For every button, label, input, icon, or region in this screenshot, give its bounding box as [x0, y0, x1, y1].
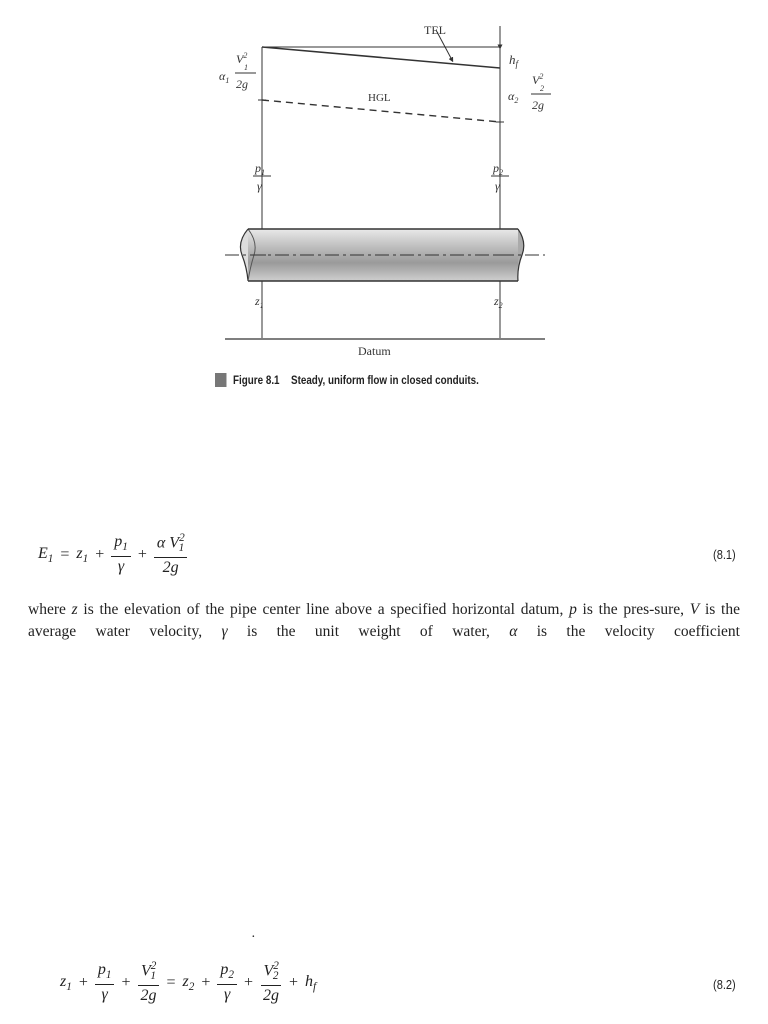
caption-marker	[215, 373, 226, 387]
svg-text:α1: $\alpha_1$	[219, 69, 230, 85]
velocity-head-1-label	[219, 51, 256, 91]
figure-caption	[215, 372, 479, 388]
tel-label: TEL	[424, 23, 446, 37]
equation-8-1: $E_1$ = $z_1$ + $\frac{p_1}{\gamma}$ + $\frac{\alpha V^2_1}{2g}$	[38, 530, 187, 580]
stray-dot: ·	[251, 930, 256, 945]
svg-text:p1: $p_1$	[255, 161, 265, 177]
svg-text:V2: $V^2$	[532, 72, 544, 87]
datum-label: Datum	[358, 344, 391, 358]
z1-label: $z_1$	[255, 294, 264, 310]
hgl-label: HGL	[368, 92, 391, 104]
svg-text:γ: γ	[495, 179, 500, 193]
z2-label: $z_2$	[494, 294, 503, 310]
velocity-head-2-label	[508, 72, 551, 112]
svg-text:2g: 2g	[532, 98, 544, 112]
svg-text:1: 1	[244, 63, 248, 72]
dimension-ticks	[258, 100, 504, 339]
equation-8-2-number: (8.2)	[713, 977, 736, 992]
figure-8-1-diagram	[0, 0, 768, 400]
figure-number: Figure 8.1	[233, 373, 280, 387]
tel-line	[262, 47, 500, 68]
svg-text:V2: $V^2$	[236, 51, 248, 66]
equation-8-1-number: (8.1)	[713, 547, 736, 562]
eq1-lhs: $E_1$	[38, 544, 54, 566]
equation-8-2: $z_1$ + $\frac{p_1}{\gamma}$ + $\frac{V^2_1}{2g}$ = $z_2$ + $\frac{p_2}{\gamma}$ + $\frac{V^2_2}{2g}$ + $h_f$	[60, 959, 317, 1005]
svg-text:α2: $\alpha_2$	[508, 89, 519, 105]
svg-text:2: 2	[540, 84, 544, 93]
eq1-z: $z_1$	[76, 544, 89, 566]
svg-text:p2: $p_2$	[493, 161, 503, 177]
eq1-velocity-head: $\frac{\alpha V^2_1}{2g}$	[154, 533, 187, 577]
svg-text:γ: γ	[257, 179, 262, 193]
eq1-pressure-head: $\frac{p_1}{\gamma}$	[111, 534, 131, 576]
hf-label: $h_f$	[509, 52, 519, 69]
body-paragraph: where z is the elevation of the pipe center line above a specified horizontal datum, p is the pres-sure, V is the average water velocity, γ is the unit weight of water, α is the velocity coefficient	[28, 601, 740, 640]
svg-text:2g: 2g	[236, 77, 248, 91]
caption-text: Steady, uniform flow in closed conduits.	[291, 373, 479, 387]
